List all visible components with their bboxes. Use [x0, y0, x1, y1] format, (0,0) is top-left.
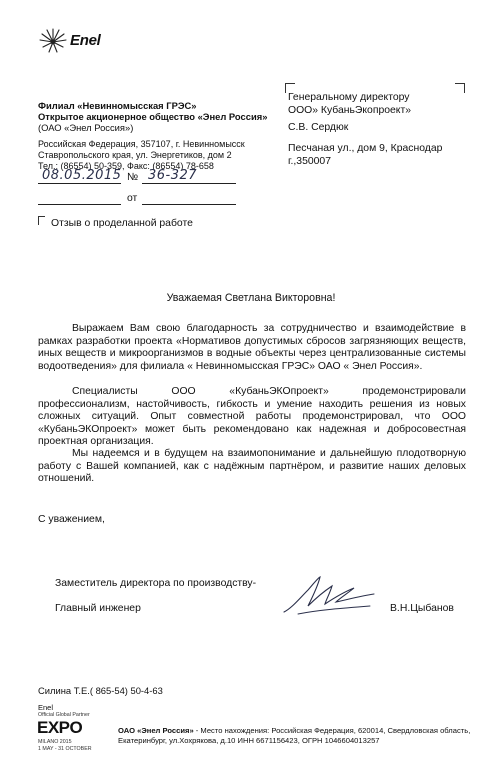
recipient-name: С.В. Сердюк	[288, 122, 349, 133]
paragraph-specialists: Специалисты ООО «КубаньЭКОпроект» продемонстрировали профессионализм, настойчивость, гибкость и умение находить решения из новых сложных ситуаций. Опыт совместной работы продемонстрировал, что ООО «КубаньЭКОпроект» может быть рекомендовано как надежная и добросовестная проектная организация.	[38, 386, 466, 448]
sender-phone-fax: Тел.: (86554) 50-359, Факс: (86554) 78-658	[38, 161, 214, 171]
signatory-name: В.Н.Цыбанов	[390, 603, 454, 614]
recipient-address-line-1: Песчаная ул., дом 9, Краснодар	[288, 143, 443, 154]
signatory-title-1: Заместитель директора по производству-	[55, 578, 257, 589]
handwritten-signature	[278, 568, 378, 620]
expo-logo: EXPO	[37, 718, 83, 737]
number-label: №	[127, 172, 139, 183]
recipient-position: Генеральному директору	[288, 92, 410, 103]
ref-underline	[38, 204, 121, 205]
sender-branch: Филиал «Невинномысская ГРЭС»	[38, 100, 197, 111]
expo-milano: MILANO 2015	[38, 739, 72, 745]
signatory-title-2: Главный инженер	[55, 603, 141, 614]
recipient-company: ООО» КубаньЭкопроект»	[288, 105, 411, 116]
ot-label: от	[127, 193, 138, 204]
date-underline	[38, 183, 121, 184]
footer-legal-line-1	[118, 726, 470, 735]
footer-enel: Enel	[38, 703, 54, 712]
sender-company: Открытое акционерное общество «Энел Россия»	[38, 111, 268, 122]
salutation: Уважаемая Светлана Викторовна!	[166, 292, 336, 304]
enel-logo	[38, 26, 122, 56]
number-underline	[142, 183, 236, 184]
sender-address-line-2: Ставропольского края, ул. Энергетиков, дом 2	[38, 150, 232, 160]
letter-date: 08.05.2015	[42, 168, 122, 183]
ot-underline	[142, 204, 236, 205]
footer-legal-line-2: Екатеринбург, ул.Хохрякова, д.10 ИНН 6671156423, ОГРН 1046604013257	[118, 736, 380, 745]
expo-dates: 1 MAY - 31 OCTOBER	[38, 746, 92, 752]
paragraph-gratitude: Выражаем Вам свою благодарность за сотрудничество и взаимодействие в рамках разработки проекта «Нормативов допустимых сбросов загрязняющих веществ, иных веществ и микроорганизмов в водные объекты через централизованные системы водоотведения» для филиала « Невинномысская ГРЭС» ОАО « Энел Россия».	[38, 323, 466, 372]
paragraph-future: Мы надеемся и в будущем на взаимопонимание и дальнейшую плодотворную работу с Вашей компанией, как с надёжным партнёром, и развитие наших деловых отношений.	[38, 448, 466, 485]
recipient-corner-mark-right	[455, 83, 465, 93]
enel-flower-icon	[38, 26, 68, 54]
letter-number: 36-327	[148, 168, 198, 183]
sender-company-short: (ОАО «Энел Россия»)	[38, 122, 134, 133]
contact-person: Силина Т.Е.( 865-54) 50-4-63	[38, 685, 163, 696]
subject-corner-mark	[38, 216, 45, 225]
footer-partner: Official Global Partner	[38, 712, 90, 718]
footer-address: - Место нахождения: Российская Федерация, 620014, Свердловская область,	[193, 726, 471, 735]
recipient-address-line-2: г.,350007	[288, 156, 331, 167]
enel-wordmark: Enel	[70, 32, 101, 49]
sender-address-line-1: Российская Федерация, 357107, г. Невинномысск	[38, 139, 245, 149]
footer-company: ОАО «Энел Россия»	[118, 726, 194, 735]
letter-subject: Отзыв о проделанной работе	[51, 218, 193, 229]
closing: С уважением,	[38, 514, 105, 525]
